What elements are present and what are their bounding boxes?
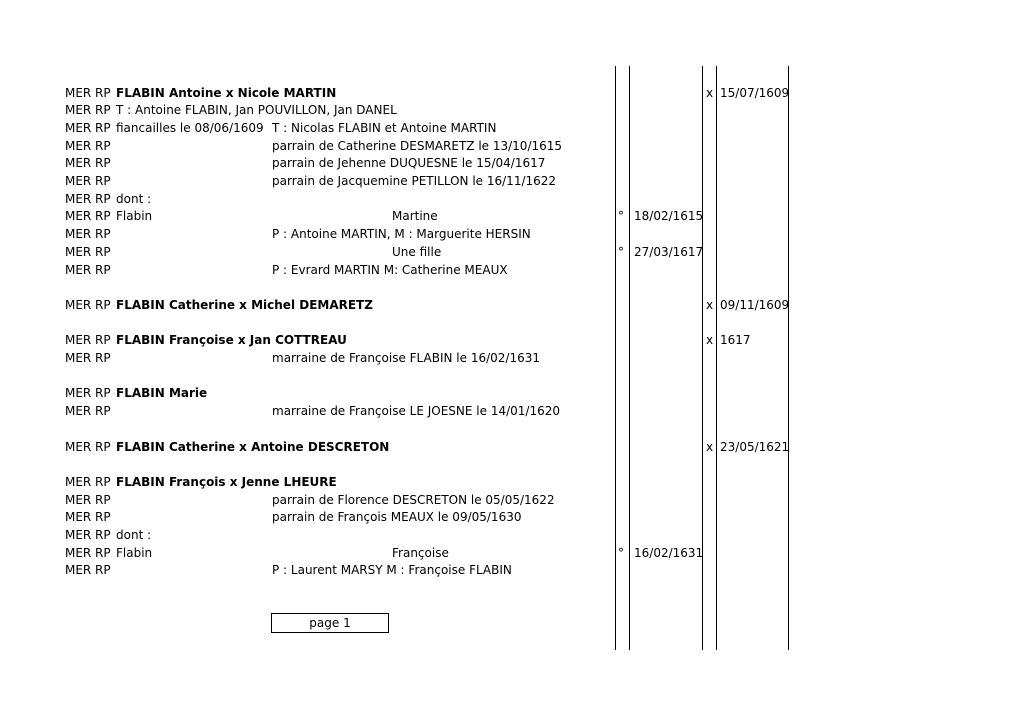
register-row <box>0 262 1024 280</box>
entry-detail: parrain de François MEAUX le 09/05/1630 <box>272 510 522 525</box>
source-code: MER <box>65 333 92 348</box>
register-row <box>0 208 1024 226</box>
birth-mark: ° <box>618 209 624 224</box>
source-code: MER <box>65 563 92 578</box>
register-code: RP <box>95 244 111 259</box>
register-code: RP <box>95 492 111 507</box>
register-code: RP <box>95 138 111 153</box>
register-row <box>0 527 1024 545</box>
source-code: MER <box>65 474 92 489</box>
source-code: MER <box>65 510 92 525</box>
register-row <box>0 350 1024 368</box>
register-row <box>0 492 1024 510</box>
source-code: MER <box>65 386 92 401</box>
entry-text: FLABIN Antoine x Nicole MARTIN <box>116 85 337 100</box>
register-code: RP <box>95 191 111 206</box>
register-code: RP <box>95 386 111 401</box>
register-code: RP <box>95 439 111 454</box>
register-code: RP <box>95 262 111 277</box>
child-name: Une fille <box>392 244 442 259</box>
register-row <box>0 155 1024 173</box>
register-row <box>0 403 1024 421</box>
register-code: RP <box>95 545 111 560</box>
register-code: RP <box>95 297 111 312</box>
register-row <box>0 545 1024 563</box>
entry-detail: P : Antoine MARTIN, M : Marguerite HERSIN <box>272 227 531 242</box>
register-code: RP <box>95 85 111 100</box>
entry-text: FLABIN Catherine x Antoine DESCRETON <box>116 439 390 454</box>
register-row <box>0 85 1024 103</box>
birth-date: 18/02/1615 <box>634 209 704 224</box>
source-code: MER <box>65 85 92 100</box>
entry-detail: parrain de Florence DESCRETON le 05/05/1622 <box>272 492 555 507</box>
entry-detail: parrain de Jacquemine PETILLON le 16/11/1622 <box>272 174 557 188</box>
marriage-mark: x <box>706 439 714 454</box>
birth-mark: ° <box>618 545 624 560</box>
register-row <box>0 562 1024 580</box>
entry-detail: marraine de Françoise LE JOESNE le 14/01/1620 <box>272 404 560 419</box>
entry-text: T : Antoine FLABIN, Jan POUVILLON, Jan DANEL <box>116 103 397 118</box>
marriage-date: 23/05/1621 <box>720 439 790 454</box>
register-code: RP <box>95 209 111 224</box>
child-name: Françoise <box>392 545 449 560</box>
register-row <box>0 474 1024 492</box>
marriage-date: 09/11/1609 <box>720 297 790 312</box>
register-row <box>0 191 1024 209</box>
marriage-date: 1617 <box>720 333 751 348</box>
source-code: MER <box>65 404 92 419</box>
register-code: RP <box>95 528 111 542</box>
register-code: RP <box>95 404 111 419</box>
marriage-date: 15/07/1609 <box>720 85 790 100</box>
entry-detail: parrain de Catherine DESMARETZ le 13/10/1615 <box>272 138 563 153</box>
register-code: RP <box>95 333 111 348</box>
entry-detail: parrain de Jehenne DUQUESNE le 15/04/1617 <box>272 156 546 171</box>
entry-text: Flabin <box>116 209 153 224</box>
register-code: RP <box>95 174 111 188</box>
entry-text: FLABIN Françoise x Jan COTTREAU <box>116 333 347 348</box>
source-code: MER <box>65 138 92 153</box>
source-code: MER <box>65 492 92 507</box>
entry-text: FLABIN François x Jenne LHEURE <box>116 474 337 489</box>
child-name: Martine <box>392 209 438 224</box>
entry-text: FLABIN Catherine x Michel DEMARETZ <box>116 297 373 312</box>
register-row <box>0 226 1024 244</box>
entry-detail: P : Laurent MARSY M : Françoise FLABIN <box>272 563 512 578</box>
source-code: MER <box>65 297 92 312</box>
marriage-mark: x <box>706 297 714 312</box>
source-code: MER <box>65 227 92 242</box>
source-code: MER <box>65 174 92 188</box>
register-row <box>0 120 1024 138</box>
birth-date: 16/02/1631 <box>634 545 704 560</box>
entry-detail: P : Evrard MARTIN M: Catherine MEAUX <box>272 262 508 277</box>
entry-text: FLABIN Marie <box>116 386 208 401</box>
register-row <box>0 102 1024 120</box>
register-code: RP <box>95 156 111 171</box>
birth-date: 27/03/1617 <box>634 244 704 259</box>
source-code: MER <box>65 528 92 542</box>
birth-mark: ° <box>618 244 624 259</box>
marriage-mark: x <box>706 85 714 100</box>
source-code: MER <box>65 545 92 560</box>
register-code: RP <box>95 120 111 135</box>
register-row <box>0 297 1024 315</box>
source-code: MER <box>65 262 92 277</box>
register-code: RP <box>95 351 111 365</box>
source-code: MER <box>65 439 92 454</box>
register-code: RP <box>95 227 111 242</box>
entry-detail: marraine de Françoise FLABIN le 16/02/1631 <box>272 351 540 365</box>
register-row <box>0 138 1024 156</box>
register-code: RP <box>95 510 111 525</box>
entry-text: Flabin <box>116 545 153 560</box>
register-row <box>0 332 1024 350</box>
register-code: RP <box>95 563 111 578</box>
entry-text: dont : <box>116 528 152 542</box>
source-code: MER <box>65 244 92 259</box>
page-label: page 1 <box>271 613 389 633</box>
register-row <box>0 244 1024 262</box>
register-row <box>0 509 1024 527</box>
entry-text: fiancailles le 08/06/1609 <box>116 120 264 135</box>
register-row <box>0 173 1024 191</box>
source-code: MER <box>65 156 92 171</box>
source-code: MER <box>65 191 92 206</box>
marriage-mark: x <box>706 333 714 348</box>
register-code: RP <box>95 103 111 118</box>
entry-text: dont : <box>116 191 152 206</box>
source-code: MER <box>65 120 92 135</box>
source-code: MER <box>65 351 92 365</box>
source-code: MER <box>65 209 92 224</box>
register-code: RP <box>95 474 111 489</box>
register-row <box>0 385 1024 403</box>
source-code: MER <box>65 103 92 118</box>
entry-detail: T : Nicolas FLABIN et Antoine MARTIN <box>272 120 497 135</box>
register-row <box>0 439 1024 457</box>
